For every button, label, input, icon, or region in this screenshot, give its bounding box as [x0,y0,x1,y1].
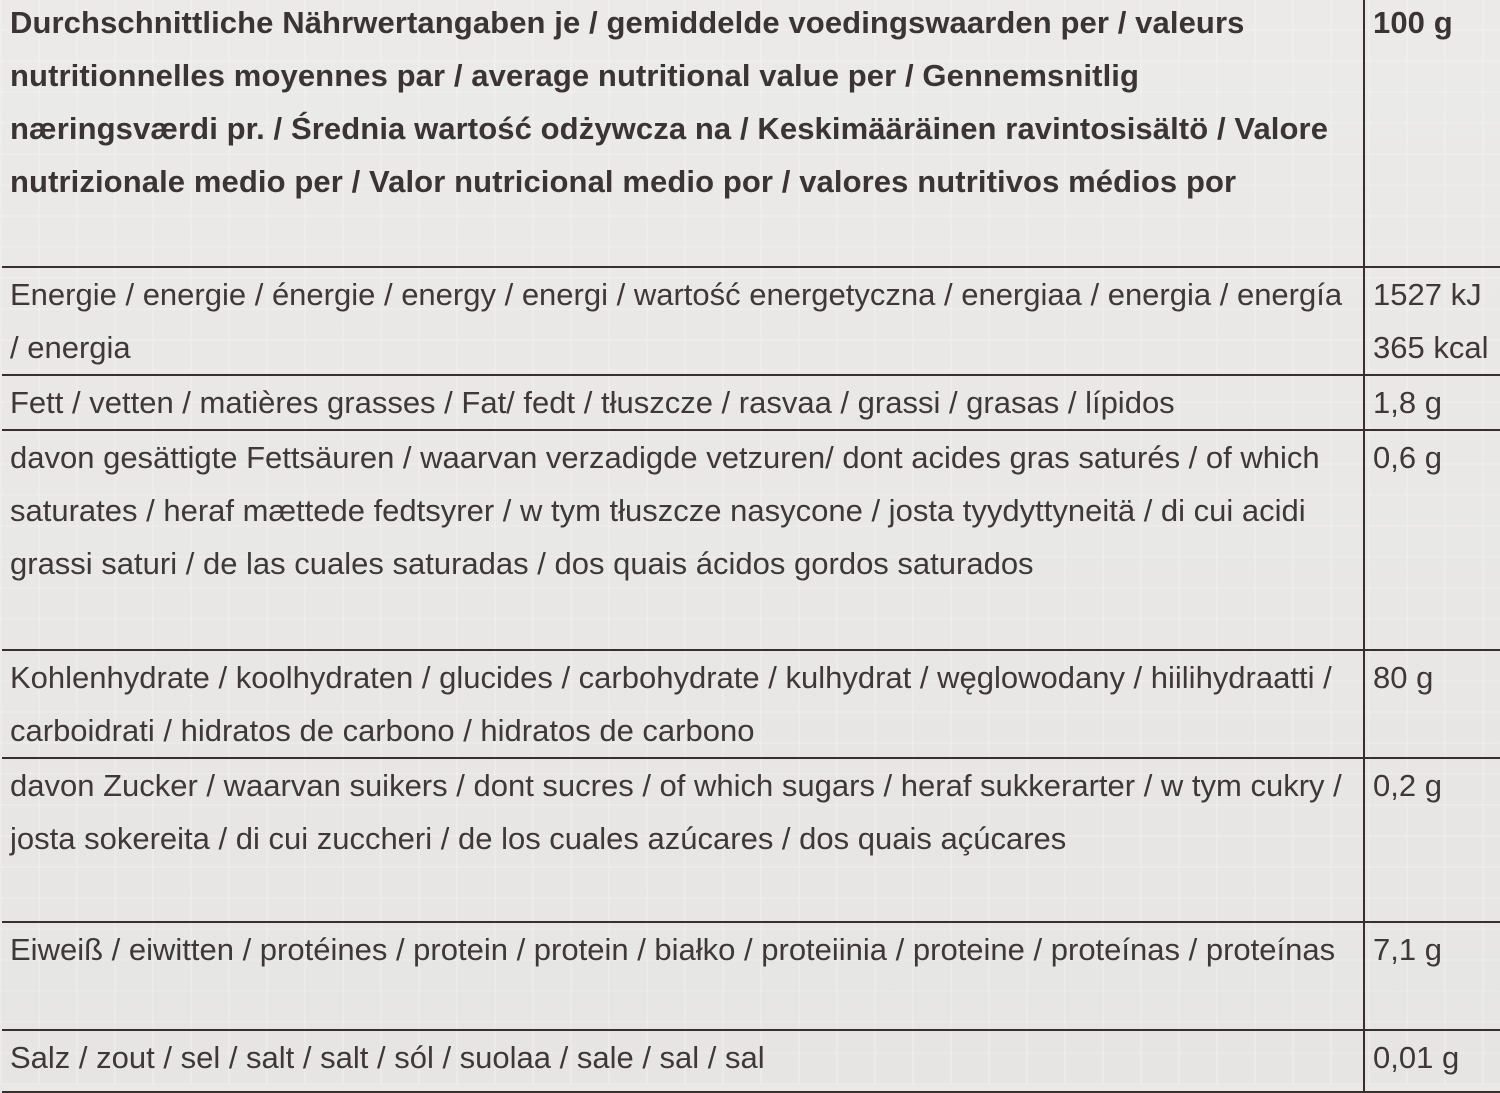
protein-description-cell [2,922,1364,1030]
header-value: 100 g [1373,5,1453,40]
saturates-value: 0,6 g [1373,440,1442,475]
saturates-value-cell [1364,430,1500,650]
saturates-description-cell [2,430,1364,650]
table-row-protein [2,922,1500,1030]
table-row-fat [2,375,1500,430]
salt-description-cell [2,1030,1364,1092]
energy-value-kj: 1527 kJ [1373,277,1482,312]
energy-description-cell [2,267,1364,375]
table-row-salt [2,1030,1500,1092]
fat-description-cell [2,375,1364,430]
table-row-energy [2,267,1500,375]
saturates-description: davon gesättigte Fettsäuren / waarvan verzadigde vetzuren/ dont acides gras saturés / of which saturates / heraf mættede fedtsyrer / w tym tłuszcze nasycone / josta tyydyttyneitä / di cui acidi grassi saturi / de las cuales saturadas / dos quais ácidos gordos saturados [10,440,1320,581]
energy-value-cell [1364,267,1500,375]
carbohydrates-value-cell [1364,650,1500,758]
protein-description: Eiweiß / eiwitten / protéines / protein / protein / białko / proteiinia / proteine / proteínas / proteínas [10,932,1336,967]
sugars-description: davon Zucker / waarvan suikers / dont sucres / of which sugars / heraf sukkerarter / w tym cukry / josta sokereita / di cui zuccheri / de los cuales azúcares / dos quais açúcares [10,768,1342,856]
sugars-description-cell [2,758,1364,922]
carbohydrates-value: 80 g [1373,660,1434,695]
carbohydrates-description: Kohlenhydrate / koolhydraten / glucides / carbohydrate / kulhydrat / węglowodany / hiilihydraatti / carboidrati / hidratos de carbono / hidratos de carbono [10,660,1332,748]
carbohydrates-description-cell [2,650,1364,758]
header-description-cell [2,0,1364,267]
table-row-sugars [2,758,1500,922]
nutrition-table [2,0,1500,1093]
energy-description: Energie / energie / énergie / energy / energi / wartość energetyczna / energiaa / energia / energía / energia [10,277,1343,365]
header-description: Durchschnittliche Nährwertangaben je / gemiddelde voedingswaarden per / valeurs nutritionnelles moyennes par / average nutritional value per / Gennemsnitlig næringsværdi pr. / Średnia wartość odżywcza na / Keskimääräinen ravintosisältö / Valore nutrizionale medio per / Valor nutricional medio por / valores nutritivos médios por [10,5,1329,199]
table-row-saturates [2,430,1500,650]
protein-value-cell [1364,922,1500,1030]
header-value-cell [1364,0,1500,267]
fat-value: 1,8 g [1373,385,1442,420]
sugars-value: 0,2 g [1373,768,1442,803]
fat-value-cell [1364,375,1500,430]
sugars-value-cell [1364,758,1500,922]
table-header-row [2,0,1500,267]
salt-value: 0,01 g [1373,1040,1460,1075]
table-row-carbohydrates [2,650,1500,758]
salt-description: Salz / zout / sel / salt / salt / sól / suolaa / sale / sal / sal [10,1040,765,1075]
salt-value-cell [1364,1030,1500,1092]
fat-description: Fett / vetten / matières grasses / Fat/ fedt / tłuszcze / rasvaa / grassi / grasas / lípidos [10,385,1175,420]
protein-value: 7,1 g [1373,932,1442,967]
energy-value-kcal: 365 kcal [1373,330,1489,365]
